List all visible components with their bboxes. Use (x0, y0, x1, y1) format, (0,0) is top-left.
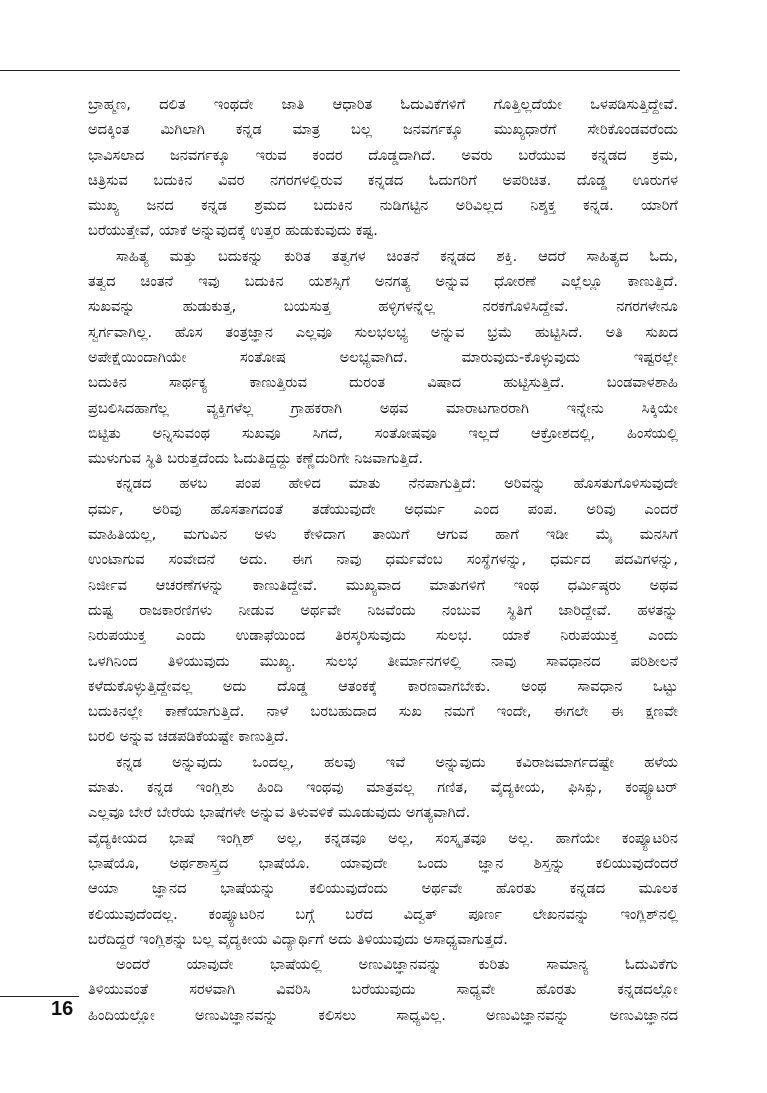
paragraph-first-line: ಅಂದರೆ ಯಾವುದೇ ಭಾಷೆಯಲ್ಲಿ ಅಣುವಿಜ್ಞಾನವನ್ನು ಕುರಿತು ಸಾಮಾನ್ಯ ಓದುವಿಕೆಗು (116, 956, 678, 974)
text-line: ಉಂಟಾಗುವ ಸಂವೇದನೆ ಅದು. ಈಗ ನಾವು ಧರ್ಮವೆಂಬ ಸಂಸ್ಥೆಗಳನ್ನು, ಧರ್ಮದ ಪದವಿಗಳನ್ನು, (88, 551, 678, 569)
text-line: ಬ್ರಾಹ್ಮಣ, ದಲಿತ ಇಂಥದೇ ಜಾತಿ ಆಧಾರಿತ ಓದುವಿಕೆಗಳಿಗೆ ಗೊತ್ತಿಲ್ಲದೆಯೇ ಒಳಪಡಿಸುತ್ತಿದ್ದೇವೆ. (88, 96, 678, 113)
text-line: ಮಾಹಿತಿಯಲ್ಲ, ಮಗುವಿನ ಅಳು ಕೇಳಿದಾಗ ತಾಯಿಗೆ ಆಗುವ ಹಾಗೆ ಇಡೀ ಮೈ ಮನಸಿಗೆ (88, 526, 678, 544)
text-line: ಬಿಟ್ಟಿತು ಅನ್ನಿಸುವಂಥ ಸುಖವೂ ಸಿಗದೆ, ಸಂತೋಷವೂ ಇಲ್ಲದೆ ಆಕ್ರೋಶದಲ್ಲಿ, ಹಿಂಸೆಯಲ್ಲಿ (88, 424, 678, 442)
text-line: ಬರೆಯುತ್ತೇವೆ, ಯಾಕೆ ಅನ್ನುವುದಕ್ಕೆ ಉತ್ತರ ಹುಡುಕುವುದು ಕಷ್ಟ. (88, 222, 378, 240)
paragraph-first-line: ಕನ್ನಡದ ಹಳಬ ಪಂಪ ಹೇಳಿದ ಮಾತು ನೆನಪಾಗುತ್ತಿದೆ: ಅರಿವನ್ನು ಹೊಸತುಗೊಳಿಸುವುದೇ (116, 475, 678, 493)
text-line: ದುಷ್ಟ ರಾಜಕಾರಣಿಗಳು ನೀಡುವ ಅರ್ಥವೇ ನಿಜವೆಂದು ನಂಬುವ ಸ್ಥಿತಿಗೆ ಜಾರಿದ್ದೇವೆ. ಹಳತನ್ನು (88, 601, 678, 619)
text-line: ಬರೆದಿದ್ದರೆ ಇಂಗ್ಲಿಶನ್ನು ಬಲ್ಲ ವೈದ್ಯಕೀಯ ವಿದ್ಯಾರ್ಥಿಗೆ ಅದು ತಿಳಿಯುವುದು ಅಸಾಧ್ಯವಾಗುತ್ತದೆ. (88, 930, 508, 948)
text-line: ಕಲಿಯುವುದೆಂದಲ್ಲ. ಕಂಪ್ಯೂಟರಿನ ಬಗ್ಗೆ ಬರೆದ ವಿದ್ವತ್ ಪೂರ್ಣ ಲೇಖನವನ್ನು ಇಂಗ್ಲಿಶ್‌ನಲ್ಲಿ (88, 905, 678, 923)
text-line: ಎಲ್ಲವೂ ಬೇರೆ ಬೇರೆಯ ಭಾಷೆಗಳೇ ಅನ್ನುವ ತಿಳುವಳಿಕೆ ಮೂಡುವುದು ಅಗತ್ಯವಾಗಿದೆ. (88, 804, 471, 822)
text-line: ಭಾವಿಸಲಾದ ಜನವರ್ಗಕ್ಕೂ ಇರುವ ಕಂದರ ದೊಡ್ಡದಾಗಿದೆ. ಅವರು ಬರೆಯುವ ಕನ್ನಡದ ಕ್ರಮ, (88, 146, 678, 164)
text-line: ಪ್ರಬಲಿಸಿದಹಾಗೆಲ್ಲ ವ್ಯಕ್ತಿಗಳೆಲ್ಲ ಗ್ರಾಹಕರಾಗಿ ಅಥವ ಮಾರಾಟಗಾರರಾಗಿ ಇನ್ನೇನು ಸಿಕ್ಕಿಯೇ (88, 399, 678, 417)
page-body-text (88, 92, 678, 1028)
text-line: ನಿರುಪಯುಕ್ತ ಎಂದು ಉಡಾಫೆಯಿಂದ ತಿರಸ್ಕರಿಸುವುದು ಸುಲಭ. ಯಾಕೆ ನಿರುಪಯುಕ್ತ ಎಂದು (88, 627, 678, 645)
text-line: ಅದಕ್ಕಿಂತ ಮಿಗಿಲಾಗಿ ಕನ್ನಡ ಮಾತ್ರ ಬಲ್ಲ ಜನವರ್ಗಕ್ಕೂ ಮುಖ್ಯಧಾರೆಗೆ ಸೇರಿಕೊಂಡವರೆಂದು (88, 121, 678, 139)
text-line: ಹಿಂದಿಯಲ್ಲೋ ಅಣುವಿಜ್ಞಾನವನ್ನು ಕಲಿಸಲು ಸಾಧ್ಯವಿಲ್ಲ. ಅಣುವಿಜ್ಞಾನವನ್ನು ಅಣುವಿಜ್ಞಾನದ (88, 1006, 678, 1024)
text-line: ಕಳೆದುಕೊಳ್ಳುತ್ತಿದ್ದೇವಲ್ಲ ಅದು ದೊಡ್ಡ ಆತಂಕಕ್ಕೆ ಕಾರಣವಾಗಬೇಕು. ಅಂಥ ಸಾವಧಾನ ಒಟ್ಟು (88, 677, 678, 695)
text-line: ತಿಳಿಯುವಂತೆ ಸರಳವಾಗಿ ವಿವರಿಸಿ ಬರೆಯುವುದು ಸಾಧ್ಯವೇ ಹೊರತು ಕನ್ನಡದಲ್ಲೋ (88, 981, 678, 999)
text-line: ಸುಖವನ್ನು ಹುಡುಕುತ್ತ, ಬಯಸುತ್ತ ಹಳ್ಳಿಗಳನ್ನೆಲ್ಲ ನರಕಗೊಳಿಸಿದ್ದೇವೆ. ನಗರಗಳೇನೂ (88, 298, 678, 316)
text-line: ಧರ್ಮ, ಅರಿವು ಹೊಸತಾಗದಂತೆ ತಡೆಯುವುದೇ ಅಧರ್ಮ ಎಂದ ಪಂಪ. ಅರಿವು ಎಂದರೆ (88, 500, 678, 518)
text-line: ಬರಲಿ ಅನ್ನುವ ಚಡಪಡಿಕೆಯಷ್ಟೇ ಕಾಣುತ್ತಿದೆ. (88, 728, 289, 746)
text-line: ಬದುಕಿನಲ್ಲೇ ಕಾಣೆಯಾಗುತ್ತಿದೆ. ನಾಳೆ ಬರಬಹುದಾದ ಸುಖ ನಮಗೆ ಇಂದೇ, ಈಗಲೇ ಈ ಕ್ಷಣವೇ (88, 703, 678, 721)
footer-rule (0, 996, 79, 997)
text-line: ಮುಳುಗುವ ಸ್ಥಿತಿ ಬರುತ್ತದೆಂದು ಓದುತಿದ್ದದ್ದು ಕಣ್ಣೆದುರಿಗೇ ನಿಜವಾಗುತ್ತಿದೆ. (88, 450, 423, 468)
page-number: 16 (51, 998, 74, 1020)
text-line: ಮುಖ್ಯ ಜನದ ಕನ್ನಡ ಶ್ರಮದ ಬದುಕಿನ ನುಡಿಗಟ್ಟಿನ ಅರಿವಿಲ್ಲದ ನಿಶ್ಶಕ್ತ ಕನ್ನಡ. ಯಾರಿಗೆ (88, 197, 678, 215)
header-rule (0, 70, 680, 71)
text-line: ಮಾತು. ಕನ್ನಡ ಇಂಗ್ಲಿಶು ಹಿಂದಿ ಇಂಥವು ಮಾತ್ರವಲ್ಲ ಗಣಿತ, ವೈದ್ಯಕೀಯ, ಫಿಸಿಕ್ಸು, ಕಂಪ್ಯೂಟರ್ (88, 779, 678, 797)
text-line: ನಿರ್ಜೀವ ಆಚರಣೆಗಳನ್ನು ಕಾಣುತಿದ್ದೇವೆ. ಮುಖ್ಯವಾದ ಮಾತುಗಳಿಗೆ ಇಂಥ ಧರ್ಮಿಷ್ಠರು ಅಥವ (88, 576, 678, 594)
text-line: ಬದುಕಿನ ಸಾರ್ಥಕ್ಯ ಕಾಣುತ್ತಿರುವ ದುರಂತ ವಿಷಾದ ಹುಟ್ಟಿಸುತ್ತಿದೆ. ಬಂಡವಾಳಶಾಹಿ (88, 374, 678, 392)
text-line: ಸ್ವರ್ಗವಾಗಿಲ್ಲ. ಹೊಸ ತಂತ್ರಜ್ಞಾನ ಎಲ್ಲವೂ ಸುಲಭಲಭ್ಯ ಅನ್ನುವ ಭ್ರಮೆ ಹುಟ್ಟಿಸಿದೆ. ಅತಿ ಸುಖದ (88, 323, 678, 341)
text-line: ಚಿತ್ರಿಸುವ ಬದುಕಿನ ವಿವರ ನಗರಗಳಲ್ಲಿರುವ ಕನ್ನಡದ ಓದುಗರಿಗೆ ಅಪರಿಚಿತ. ದೊಡ್ಡ ಊರುಗಳ (88, 171, 678, 189)
text-line: ತತ್ವದ ಚಿಂತನೆ ಇವು ಬದುಕಿನ ಯಶಸ್ಸಿಗೆ ಅನಗತ್ಯ ಅನ್ನುವ ಧೋರಣೆ ಎಲ್ಲೆಲ್ಲೂ ಕಾಣುತ್ತಿದೆ. (88, 273, 678, 291)
paragraph-first-line: ಸಾಹಿತ್ಯ ಮತ್ತು ಬದುಕನ್ನು ಕುರಿತ ತತ್ವಗಳ ಚಿಂತನೆ ಕನ್ನಡದ ಶಕ್ತಿ. ಆದರೆ ಸಾಹಿತ್ಯದ ಓದು, (116, 247, 678, 265)
text-line: ಅಪೇಕ್ಷೆಯಿಂದಾಗಿಯೇ ಸಂತೋಷ ಅಲಭ್ಯವಾಗಿದೆ. ಮಾರುವುದು-ಕೊಳ್ಳುವುದು ಇಷ್ಟರಲ್ಲೇ (88, 348, 678, 366)
paragraph-first-line: ಕನ್ನಡ ಅನ್ನುವುದು ಒಂದಲ್ಲ, ಹಲವು ಇವೆ ಅನ್ನುವುದು ಕವಿರಾಜಮಾರ್ಗದಷ್ಟೇ ಹಳೆಯ (116, 753, 678, 771)
text-line: ಒಳಗಿನಿಂದ ತಿಳಿಯುವುದು ಮುಖ್ಯ. ಸುಲಭ ತೀರ್ಮಾನಗಳಲ್ಲಿ ನಾವು ಸಾವಧಾನದ ಪರಿಶೀಲನೆ (88, 652, 678, 670)
text-line: ಆಯಾ ಜ್ಞಾನದ ಭಾಷೆಯನ್ನು ಕಲಿಯುವುದೆಂದು ಅರ್ಥವೇ ಹೊರತು ಕನ್ನಡದ ಮೂಲಕ (88, 880, 678, 898)
text-line: ವೈದ್ಯಕೀಯದ ಭಾಷೆ ಇಂಗ್ಲಿಶ್ ಅಲ್ಲ, ಕನ್ನಡವೂ ಅಲ್ಲ, ಸಂಸ್ಕೃತವೂ ಅಲ್ಲ. ಹಾಗೆಯೇ ಕಂಪ್ಯೂಟರಿನ (88, 829, 678, 847)
text-line: ಭಾಷೆಯೊ, ಅರ್ಥಶಾಸ್ತ್ರದ ಭಾಷೆಯೊ. ಯಾವುದೇ ಒಂದು ಜ್ಞಾನ ಶಿಸ್ತನ್ನು ಕಲಿಯುವುದೆಂದರೆ (88, 854, 678, 872)
